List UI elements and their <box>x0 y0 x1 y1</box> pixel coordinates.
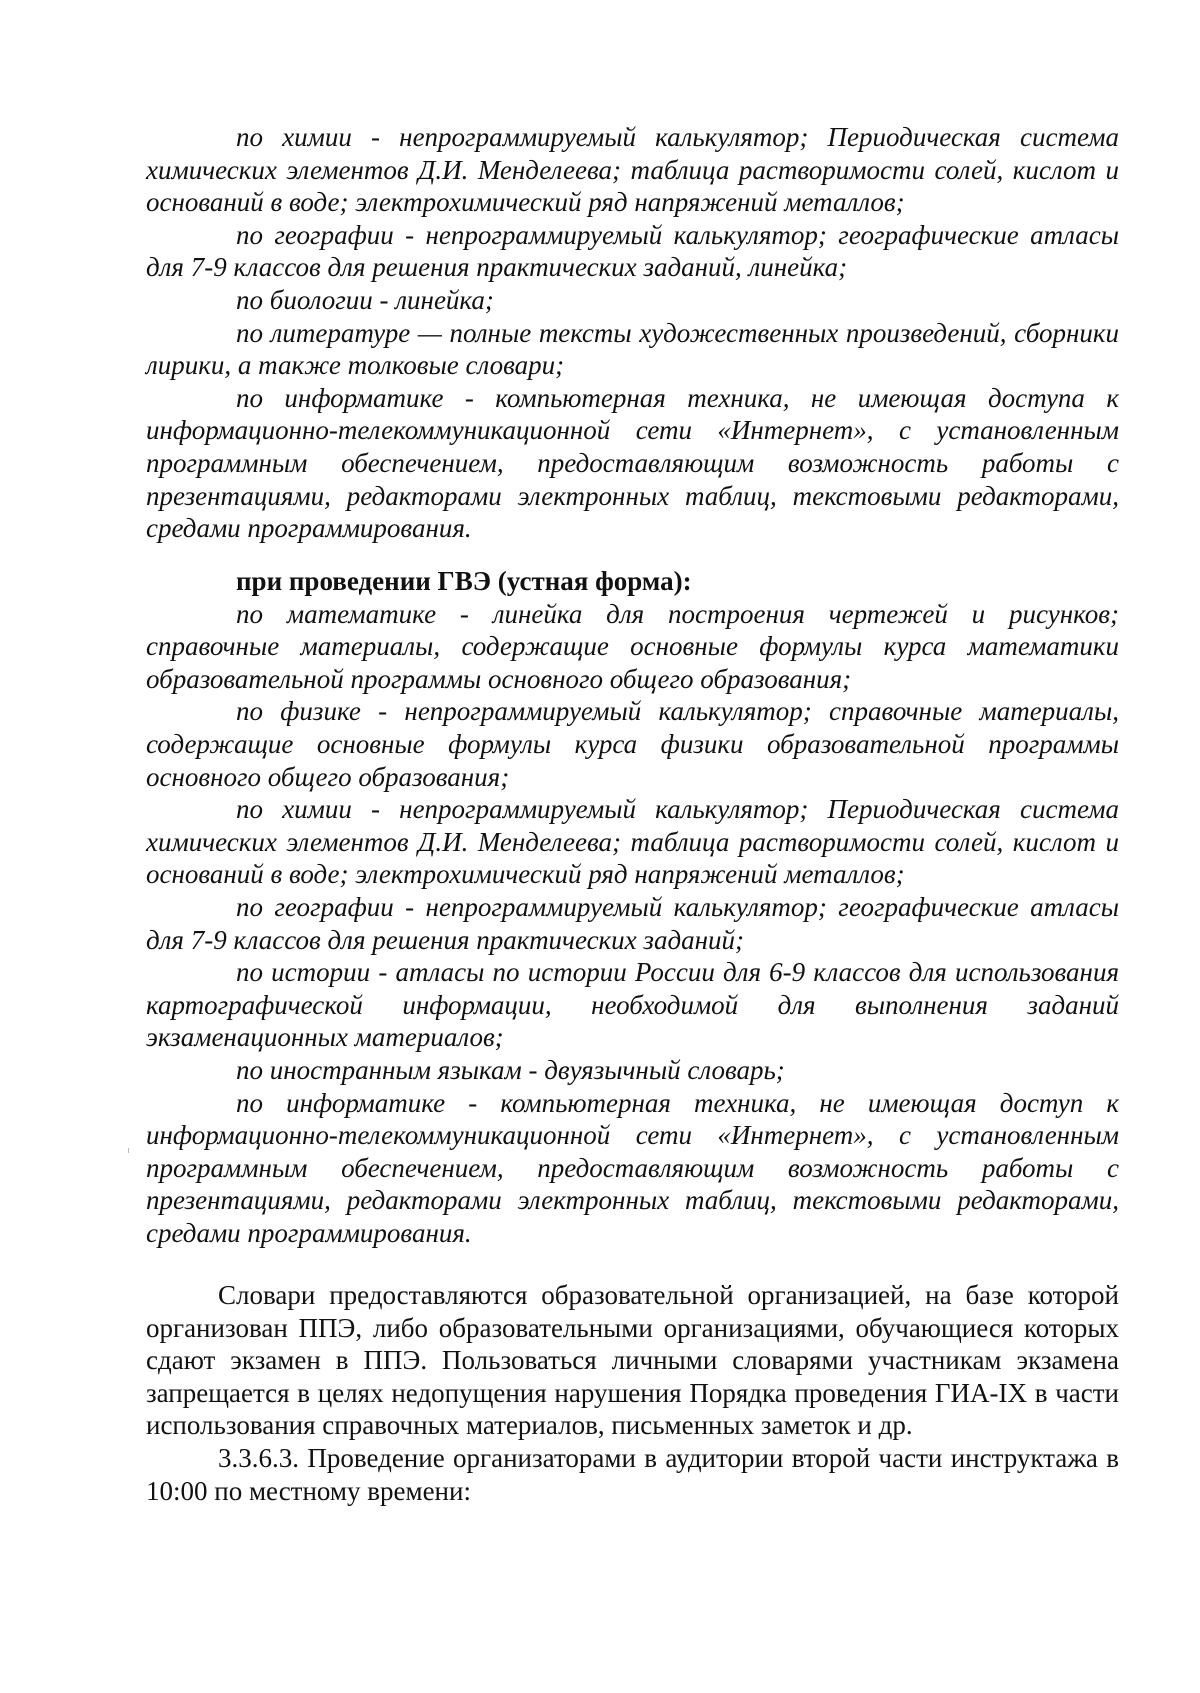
paragraph-instruction-3-3-6-3: 3.3.6.3. Проведение организаторами в аудитории второй части инструктажа в 10:00 по местному времени: <box>146 1442 1119 1506</box>
paragraph-dictionaries: Словари предоставляются образовательной организацией, на базе которой организован ППЭ, либо образовательными организациями, обучающиеся которых сдают экзамен в ППЭ. Пользоваться личными словарями участникам экзамена запрещается в целях недопущения нарушения Порядка проведения ГИА-IX в части использования справочных материалов, письменных заметок и др. <box>146 1280 1119 1441</box>
paragraph-geography-gve: по географии - непрограммируемый калькулятор; географические атласы для 7-9 классов для решения практических заданий; <box>146 891 1119 955</box>
scan-mark <box>128 1148 129 1153</box>
section-allowed-materials-top <box>146 121 1119 545</box>
gve-materials-list <box>146 598 1119 1250</box>
paragraph-biology: по биологии - линейка; <box>236 284 494 315</box>
paragraph-history: по истории - атласы по истории России для 6-9 классов для использования картографической информации, необходимой для выполнения заданий экзаменационных материалов; <box>146 957 1119 1053</box>
section-heading-gve: при проведении ГВЭ (устная форма): <box>236 566 692 596</box>
section-gve-oral <box>146 565 1119 1249</box>
paragraph-chemistry: по химии - непрограммируемый калькулятор; Периодическая система химических элементов Д.И. Менделеева; таблица растворимости солей, кислот и оснований в воде; электрохимический ряд напряжений металлов; <box>146 122 1119 218</box>
paragraph-foreign-languages: по иностранным языкам - двуязычный словарь; <box>236 1054 785 1085</box>
paragraph-physics: по физике - непрограммируемый калькулятор; справочные материалы, содержащие основные формулы курса физики образовательной программы основного общего образования; <box>146 696 1119 792</box>
paragraph-math: по математике - линейка для построения чертежей и рисунков; справочные материалы, содержащие основные формулы курса математики образовательной программы основного общего образования; <box>146 598 1119 694</box>
paragraph-informatics-gve: по информатике - компьютерная техника, не имеющая доступ к информационно-телекоммуникационной сети «Интернет», с установленным программным обеспечением, предоставляющим возможность работы с презентациями, редакторами электронных таблиц, текстовыми редакторами, средами программирования. <box>146 1087 1119 1248</box>
paragraph-informatics: по информатике - компьютерная техника, не имеющая доступа к информационно-телекоммуникационной сети «Интернет», с установленным программным обеспечением, предоставляющим возможность работы с презентациями, редакторами электронных таблиц, текстовыми редакторами, средами программирования. <box>146 382 1119 544</box>
paragraph-chemistry-gve: по химии - непрограммируемый калькулятор; Периодическая система химических элементов Д.И. Менделеева; таблица растворимости солей, кислот и оснований в воде; электрохимический ряд напряжений металлов; <box>146 794 1119 890</box>
paragraph-geography: по географии - непрограммируемый калькулятор; географические атласы для 7-9 классов для решения практических заданий, линейка; <box>146 219 1119 283</box>
section-dictionaries <box>146 1279 1119 1507</box>
paragraph-literature: по литературе — полные тексты художественных произведений, сборники лирики, а также толковые словари; <box>146 317 1119 381</box>
